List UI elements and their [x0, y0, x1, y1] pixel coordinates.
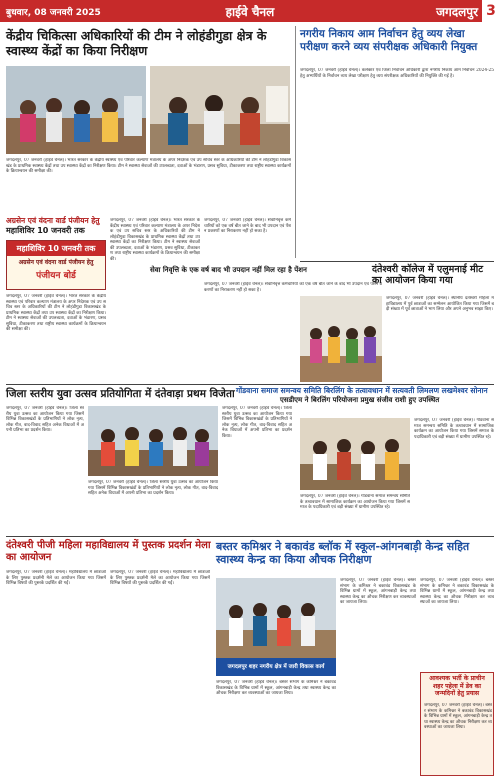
headline-a3: दंतेश्वरी कॉलेज में एलुमनाई मीट का आयोजन किया गया [372, 264, 483, 287]
body-a7-col3: जगदलपुर, 07 जनवरी (हाईवे चैनल)। बस्तर संभाग के कमिश्नर ने बकावंड विकासखंड के विभिन्न ग्रामों में स्कूल, आंगनबाड़ी केन्द्र तथा स्वास्थ्य केन्द्र का औचक निरीक्षण कर व्यवस्थाओं का जायजा लिया। [420, 578, 494, 605]
page-number: 3 [482, 0, 500, 22]
side-box-body: जगदलपुर, 07 जनवरी (हाईवे चैनल)। बस्तर संभाग के कमिश्नर ने बकावंड विकासखंड के विभिन्न ग्रामों में स्कूल, आंगनबाड़ी केन्द्र तथा स्वास्थ्य केन्द्र का औचक निरीक्षण कर व्यवस्थाओं का जायजा लिया। [424, 703, 492, 730]
headline-a5: गोंडवाना समाज समन्वय समिति बिरलिंग के तत्वावधान में सत्यवती लिमलण लखमेश्वर सोनान [236, 386, 488, 395]
photo-caption-band: जगदलपुर शहर नगरीय क्षेत्र में जारी विकास कार्य [216, 658, 336, 676]
body-a5-col2: जगदलपुर, 07 जनवरी (हाईवे चैनल)। गोंडवाना समाज समन्वय समिति के तत्वावधान में सामाजिक कार्यक्रम का आयोजन किया गया जिसमें समाज के पदाधिकारी एवं बड़ी संख्या में ग्रामीण उपस्थित रहे। [300, 494, 410, 510]
masthead [0, 0, 500, 22]
photo-a1-right [150, 66, 290, 154]
ad-subtitle: महाशिविर 10 जनवरी तक [6, 226, 85, 235]
body-a1-col2: जगदलपुर, 07 जनवरी (हाईवे चैनल)। भारत सरकार के केंद्रीय स्वास्थ्य एवं परिवार कल्याण मंत्रालय के अपर निदेशक एवं उप सचिव स्तर के अधिकारियों की टीम ने लोहंडीगुडा विकासखंड के प्राथमिक स्वास्थ्य केंद्रों तथा उप स्वास्थ्य केंद्रों का निरीक्षण किया। टीम ने स्वास्थ्य सेवाओं की उपलब्धता, दवाओं के भंडारण, प्रसव सुविधा, टीकाकरण तथा राष्ट्रीय स्वास्थ्य कार्यक्रमों के क्रियान्वयन की समीक्षा की। [110, 218, 200, 262]
divider-lower [6, 536, 494, 537]
body-a2: जगदलपुर, 07 जनवरी (हाईवे चैनल)। कलेक्टर एवं जिला निर्वाचन अधिकारी द्वारा नगरीय निकाय आम निर्वाचन 2024-25 हेतु अभ्यर्थियों के निर्वाचन व्यय लेखा परीक्षण हेतु व्यय संपरीक्षक अधिकारियों की नियुक्ति की गई है। [300, 68, 494, 79]
photo-a5 [300, 418, 410, 490]
body-a3: जगदलपुर, 07 जनवरी (हाईवे चैनल)। स्थानीय दंतेश्वरी महिला महाविद्यालय में पूर्व छात्राओं का सम्मेलन आयोजित किया गया जिसमें बड़ी संख्या में पूर्व छात्राओं ने भाग लिया और अपने अनुभव साझा किए। [386, 296, 494, 312]
issue-date: बुधवार, 08 जनवरी 2025 [6, 8, 101, 18]
headline-a6: दंतेश्वरी पीजी महिला महाविद्यालय में पुस्तक प्रदर्शन मेला का आयोजन [6, 540, 211, 563]
body-a4: जगदलपुर, 07 जनवरी (हाईवे चैनल)। जिला स्तरीय युवा उत्सव का आयोजन किया गया जिसमें विभिन्न विकासखंडों के प्रतिभागियों ने लोक नृत्य, लोक गीत, वाद-विवाद सहित अनेक विधाओं में अपनी प्रतिभा का प्रदर्शन किया। [6, 406, 84, 433]
body-a8-col: जगदलपुर, 07 जनवरी (हाईवे चैनल)। सेवानिवृत्त कर्मचारियों को एक वर्ष बीत जाने के बाद भी उपदान एवं पेंशन प्रकरणों का निराकरण नहीं हो सका है। [204, 218, 291, 234]
divider-a3 [300, 261, 494, 262]
headline-a7: बस्तर कमिश्नर ने बकावंड ब्लॉक में स्कूल-आंगनबाड़ी केन्द्र सहित स्वास्थ्य केन्द्र का किया औचक निरीक्षण [216, 540, 470, 567]
headline-a1: केंद्रीय चिकित्सा अधिकारियों की टीम ने लोहंडीगुडा क्षेत्र के स्वास्थ्य केंद्रों का किया निरीक्षण [6, 28, 267, 58]
headline-a8: सेवा निवृत्ति के एक वर्ष बाद भी उपदान नहीं मिल रहा है पेंशन [150, 266, 307, 274]
divider-middle [6, 384, 494, 385]
ad-box [6, 240, 106, 290]
body-a7: जगदलपुर, 07 जनवरी (हाईवे चैनल)। बस्तर संभाग के कमिश्नर ने बकावंड विकासखंड के विभिन्न ग्रामों में स्कूल, आंगनबाड़ी केन्द्र तथा स्वास्थ्य केन्द्र का औचक निरीक्षण कर व्यवस्थाओं का जायजा लिया। [340, 578, 416, 605]
headline-a2: नगरीय निकाय आम निर्वाचन हेतु व्यय लेखा परीक्षण करने व्यय संपरीक्षक अधिकारी नियुक्त [300, 28, 478, 53]
body-a8: जगदलपुर, 07 जनवरी (हाईवे चैनल)। सेवानिवृत्त कर्मचारियों को एक वर्ष बीत जाने के बाद भी उपदान एवं पेंशन प्रकरणों का निराकरण नहीं हो सका है। [204, 282, 382, 293]
body-a4-col2: जगदलपुर, 07 जनवरी (हाईवे चैनल)। जिला स्तरीय युवा उत्सव का आयोजन किया गया जिसमें विभिन्न विकासखंडों के प्रतिभागियों ने लोक नृत्य, लोक गीत, वाद-विवाद सहित अनेक विधाओं में अपनी प्रतिभा का प्रदर्शन किया। [88, 480, 218, 496]
ad-brand: पंजीयन बोर्ड [36, 271, 76, 281]
photo-a7 [216, 578, 336, 658]
body-a6-col2: जगदलपुर, 07 जनवरी (हाईवे चैनल)। महाविद्यालय में छात्राओं के लिए पुस्तक प्रदर्शनी मेले का आयोजन किया गया जिसमें विभिन्न विषयों की पुस्तकें प्रदर्शित की गईं। [110, 570, 210, 586]
photo-a4 [88, 406, 218, 476]
body-a1: जगदलपुर, 07 जनवरी (हाईवे चैनल)। भारत सरकार के केंद्रीय स्वास्थ्य एवं परिवार कल्याण मंत्रालय के अपर निदेशक एवं उप सचिव स्तर के अधिकारियों की टीम ने लोहंडीगुडा विकासखंड के प्राथमिक स्वास्थ्य केंद्रों तथा उप स्वास्थ्य केंद्रों का निरीक्षण किया। टीम ने स्वास्थ्य सेवाओं की उपलब्धता, दवाओं के भंडारण, प्रसव सुविधा, टीकाकरण तथा राष्ट्रीय स्वास्थ्य कार्यक्रमों के क्रियान्वयन की समीक्षा की। [6, 158, 291, 174]
body-a5: जगदलपुर, 07 जनवरी (हाईवे चैनल)। गोंडवाना समाज समन्वय समिति के तत्वावधान में सामाजिक कार्यक्रम का आयोजन किया गया जिसमें समाज के पदाधिकारी एवं बड़ी संख्या में ग्रामीण उपस्थित रहे। [414, 418, 494, 440]
photo-a1-left [6, 66, 146, 154]
photo-a3 [300, 296, 382, 382]
ad-box-sub: अग्रसेन एवं वंदना वार्ड पंजीयन हेतु [18, 259, 94, 266]
body-a4-col3: जगदलपुर, 07 जनवरी (हाईवे चैनल)। जिला स्तरीय युवा उत्सव का आयोजन किया गया जिसमें विभिन्न विकासखंडों के प्रतिभागियों ने लोक नृत्य, लोक गीत, वाद-विवाद सहित अनेक विधाओं में अपनी प्रतिभा का प्रदर्शन किया। [222, 406, 292, 439]
body-a6: जगदलपुर, 07 जनवरी (हाईवे चैनल)। महाविद्यालय में छात्राओं के लिए पुस्तक प्रदर्शनी मेले का आयोजन किया गया जिसमें विभिन्न विषयों की पुस्तकें प्रदर्शित की गईं। [6, 570, 106, 586]
ad-heading [6, 216, 106, 236]
body-a7-col2: जगदलपुर, 07 जनवरी (हाईवे चैनल)। बस्तर संभाग के कमिश्नर ने बकावंड विकासखंड के विभिन्न ग्रामों में स्कूल, आंगनबाड़ी केन्द्र तथा स्वास्थ्य केन्द्र का औचक निरीक्षण कर व्यवस्थाओं का जायजा लिया। [216, 680, 336, 696]
ad-title: अग्रसेन एवं वंदना वार्ड पंजीयन हेतु [6, 216, 100, 225]
body-ad-column: जगदलपुर, 07 जनवरी (हाईवे चैनल)। भारत सरकार के केंद्रीय स्वास्थ्य एवं परिवार कल्याण मंत्रालय के अपर निदेशक एवं उप सचिव स्तर के अधिकारियों की टीम ने लोहंडीगुडा विकासखंड के प्राथमिक स्वास्थ्य केंद्रों तथा उप स्वास्थ्य केंद्रों का निरीक्षण किया। टीम ने स्वास्थ्य सेवाओं की उपलब्धता, दवाओं के भंडारण, प्रसव सुविधा, टीकाकरण तथा राष्ट्रीय स्वास्थ्य कार्यक्रमों के क्रियान्वयन की समीक्षा की। [6, 294, 106, 332]
headline-a4: जिला स्तरीय युवा उत्सव प्रतियोगिता में दंतेवाड़ा प्रथम विजेता [6, 388, 235, 400]
section-city: जगदलपुर [436, 5, 478, 19]
ad-box-head: महाशिविर 10 जनवरी तक [7, 241, 105, 256]
subheadline-a5: एसडीएम ने बिरलिंग परियोजना प्रमुख संजीव राशी हुए उपस्थित [280, 396, 440, 404]
side-box-title: आवश्यक भर्ती के प्राचीन शहर पहेला में डेव का जन्मदिनाें हेतु प्रयास [429, 675, 485, 697]
paper-name: हाईवे चैनल [225, 5, 275, 19]
side-box [420, 672, 494, 776]
divider-right-column [295, 26, 296, 258]
